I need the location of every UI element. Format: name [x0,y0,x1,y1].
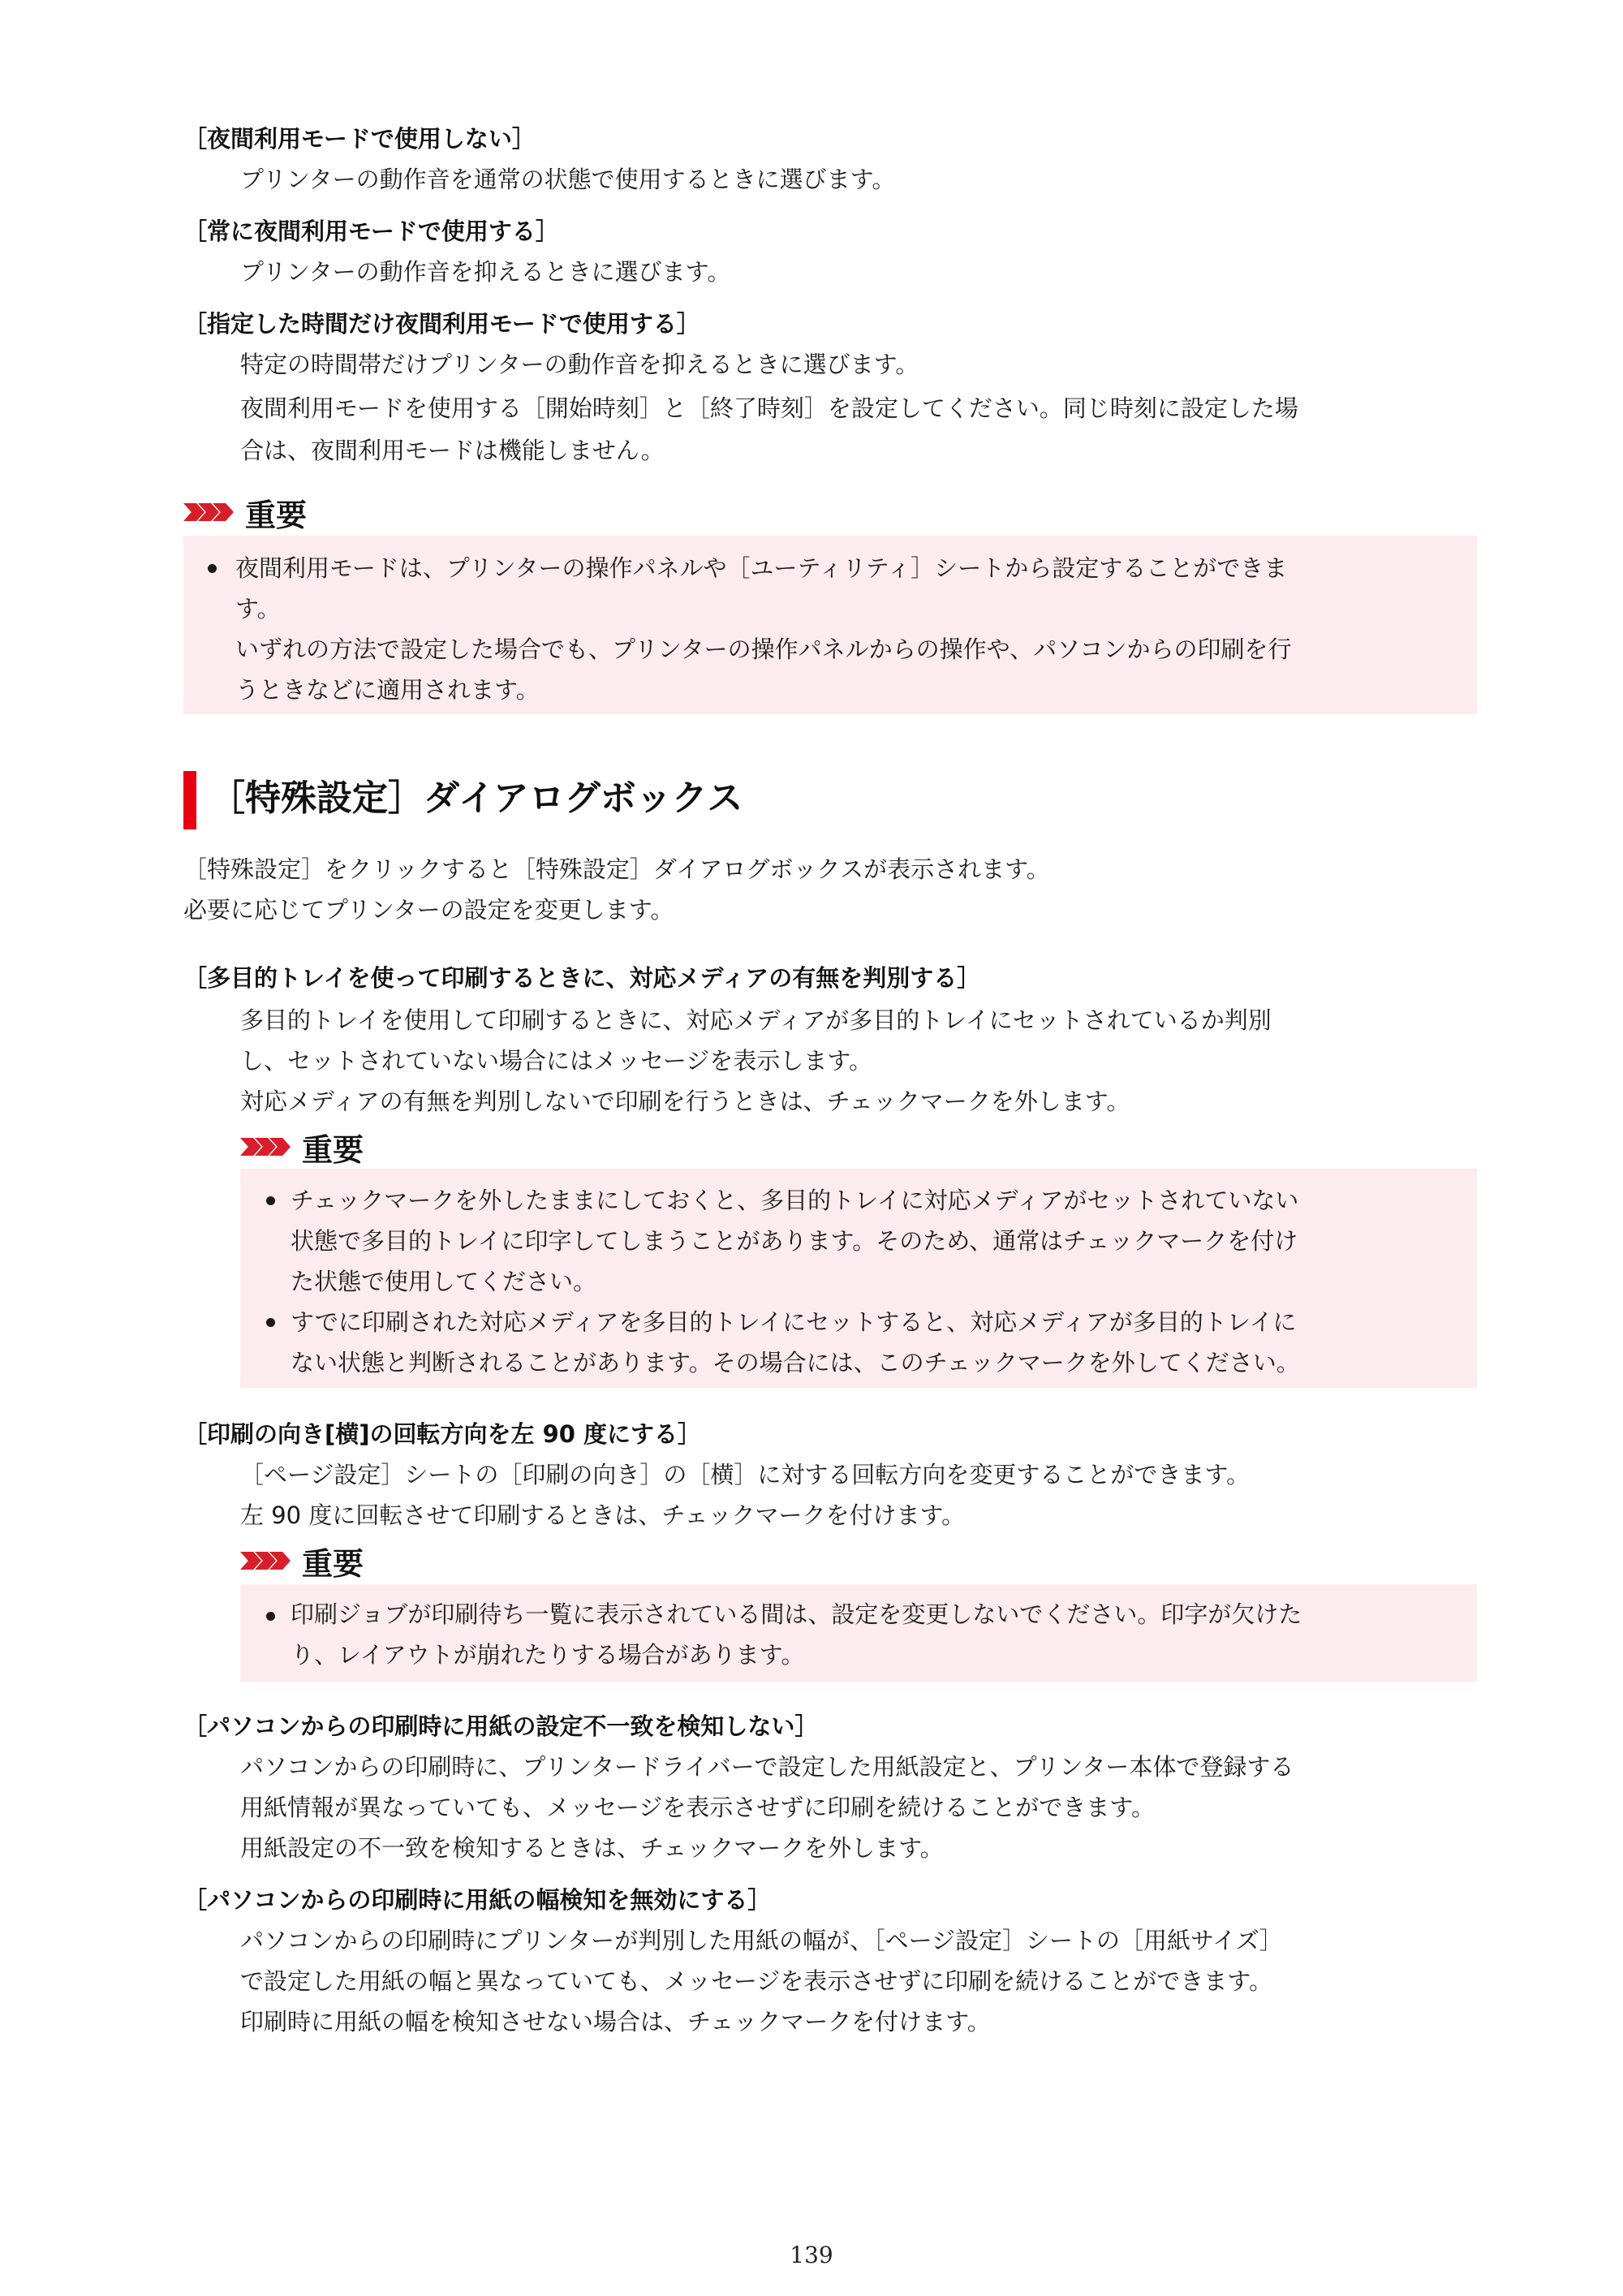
important-text: うときなどに適用されます。 [235,676,540,704]
important-text: す。 [235,595,281,622]
setting-description: 用紙情報が異なっていても、メッセージを表示させずに印刷を続けることができます。 [240,1794,1155,1821]
important-heading [240,1542,364,1582]
section-intro: 必要に応じてプリンターの設定を変更します。 [183,896,674,924]
setting-term: ［印刷の向き[横]の回転方向を左 90 度にする］ [183,1420,702,1448]
section-title: ［特殊設定］ダイアログボックス [209,778,743,819]
important-heading [240,1128,364,1168]
setting-description: 多目的トレイを使用して印刷するときに、対応メディアが多目的トレイにセットされているか判別 [240,1006,1272,1034]
option-description: プリンターの動作音を通常の状態で使用するときに選びます。 [240,166,896,193]
important-text: ない状態と判断されることがあります。その場合には、このチェックマークを外してください。 [291,1349,1300,1376]
setting-term: ［パソコンからの印刷時に用紙の幅検知を無効にする］ [183,1886,772,1914]
option-term: ［夜間利用モードで使用しない］ [183,125,536,153]
setting-description: パソコンからの印刷時にプリンターが判別した用紙の幅が、［ページ設定］シートの［用紙サイズ］ [240,1927,1283,1954]
important-label: 重要 [302,1131,364,1168]
bullet-icon [266,1318,275,1327]
setting-description: 対応メディアの有無を判別しないで印刷を行うときは、チェックマークを外します。 [240,1088,1130,1115]
option-description: 特定の時間帯だけプリンターの動作音を抑えるときに選びます。 [240,351,919,378]
important-chevrons-icon [240,1552,284,1570]
important-text: 印刷ジョブが印刷待ち一覧に表示されている間は、設定を変更しないでください。印字が欠けた [291,1600,1302,1628]
option-description: 夜間利用モードを使用する［開始時刻］と［終了時刻］を設定してください。同じ時刻に設定した場 [240,394,1298,422]
bullet-icon [266,1196,275,1205]
setting-description: し、セットされていない場合にはメッセージを表示します。 [240,1047,872,1075]
bullet-icon [266,1612,275,1621]
important-text: た状態で使用してください。 [291,1268,597,1295]
option-term: ［常に夜間利用モードで使用する］ [183,218,559,245]
setting-description: で設定した用紙の幅と異なっていても、メッセージを表示させずに印刷を続けることができます。 [240,1967,1272,1995]
important-text: チェックマークを外したままにしておくと、多目的トレイに対応メディアがセットされていない [291,1187,1299,1214]
page-number: 139 [790,2242,833,2268]
important-label: 重要 [302,1545,364,1582]
setting-term: ［パソコンからの印刷時に用紙の設定不一致を検知しない］ [183,1712,819,1740]
important-heading [183,493,307,531]
setting-description: ［ページ設定］シートの［印刷の向き］の［横］に対する回転方向を変更することができます。 [240,1461,1251,1488]
section-heading-bar [183,771,196,829]
important-text: 状態で多目的トレイに印字してしまうことがあります。そのため、通常はチェックマークを付け [291,1227,1298,1255]
important-box [240,1169,1477,1388]
important-text: り、レイアウトが崩れたりする場合があります。 [291,1641,805,1669]
important-box [240,1584,1477,1682]
important-text: いずれの方法で設定した場合でも、プリンターの操作パネルからの操作や、パソコンからの印刷を行 [235,635,1292,663]
important-box [183,536,1477,714]
important-chevrons-icon [183,503,227,521]
setting-description: 印刷時に用紙の幅を検知させない場合は、チェックマークを付けます。 [240,2008,991,2035]
section-intro: ［特殊設定］をクリックすると［特殊設定］ダイアログボックスが表示されます。 [183,855,1050,883]
setting-description: パソコンからの印刷時に、プリンタードライバーで設定した用紙設定と、プリンター本体で登録する [240,1753,1294,1781]
important-text: 夜間利用モードは、プリンターの操作パネルや［ユーティリティ］シートから設定することができま [235,554,1288,582]
setting-description: 用紙設定の不一致を検知するときは、チェックマークを外します。 [240,1834,944,1862]
important-chevrons-icon [240,1138,284,1156]
option-term: ［指定した時間だけ夜間利用モードで使用する］ [183,310,700,338]
option-description: プリンターの動作音を抑えるときに選びます。 [240,258,731,286]
important-label: 重要 [245,497,308,533]
important-text: すでに印刷された対応メディアを多目的トレイにセットすると、対応メディアが多目的トレイに [291,1308,1297,1336]
setting-description: 左 90 度に回転させて印刷するときは、チェックマークを付けます。 [240,1501,966,1529]
setting-term: ［多目的トレイを使って印刷するときに、対応メディアの有無を判別する］ [183,964,981,992]
option-description: 合は、夜間利用モードは機能しません。 [240,437,665,464]
bullet-icon [208,564,217,573]
